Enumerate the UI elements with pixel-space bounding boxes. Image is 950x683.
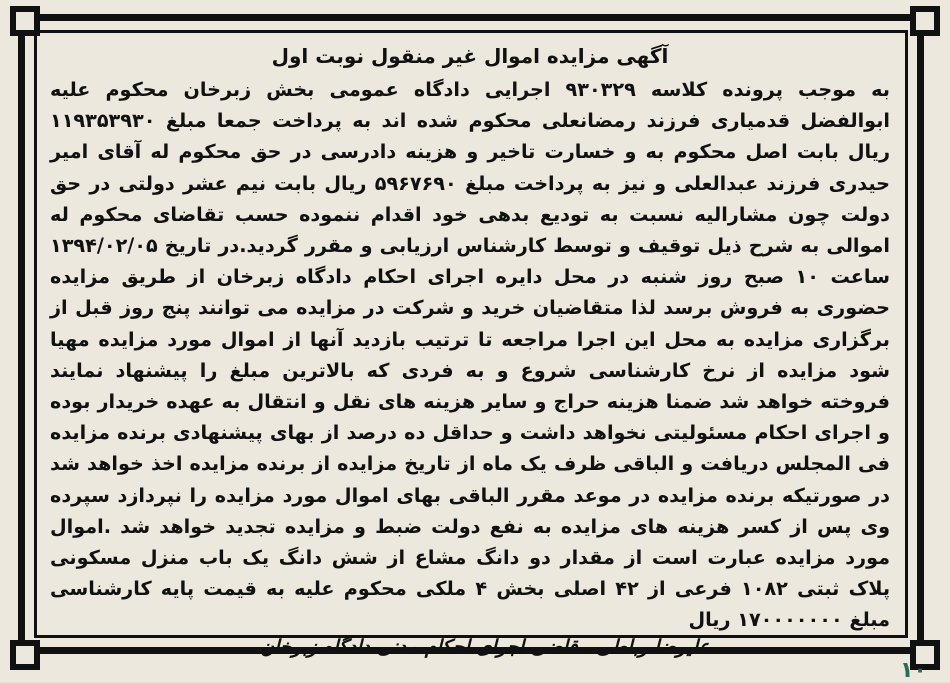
corner-ornament [10, 640, 40, 670]
corner-ornament [10, 6, 40, 36]
notice-title: آگهی مزایده اموال غیر منقول نوبت اول [271, 44, 669, 68]
notice-body: به موجب پرونده کلاسه ۹۳۰۳۲۹ اجرایی دادگاه عمومی بخش زبرخان محکوم علیه ابوالفضل قدمیاری فرزند رمضانعلی محکوم شده اند به پرداخت جمعا مبلغ ۱۱۹۳۵۳۹۳۰ ریال بابت اصل محکوم به و خسارت تاخیر و هزینه دادرسی در حق محکوم له آقای امیر حیدری فرزند عبدالعلی و نیز به پرداخت مبلغ ۵۹۶۷۶۹۰ ریال بابت نیم عشر دولتی در حق دولت چون مشارالیه نسبت به تودیع بدهی خود اقدام ننموده حسب تقاضای محکوم له اموالی به شرح ذیل توقیف و توسط کارشناس ارزیابی و مقرر گردید.در تاریخ ۱۳۹۴/۰۲/۰۵ ساعت ۱۰ صبح روز شنبه در محل دایره اجرای احکام دادگاه زبرخان از طریق مزایده حضوری به فروش برسد لذا متقاضیان خرید و شرکت در مزایده می توانند پنج روز قبل از برگزاری مزایده به محل این اجرا مراجعه تا ترتیب بازدید آنها از اموال مورد مزایده مهیا شود مزایده از نرخ کارشناسی شروع و به فردی که بالاترین مبلغ را پیشنهاد نمایند فروخته خواهد شد ضمنا هزینه حراج و سایر هزینه های نقل و انتقال به عهده خریدار بوده و اجرای احکام مسئولیتی نخواهد داشت و حداقل ده درصد از بهای پیشنهادی برنده مزایده فی المجلس دریافت و الباقی ظرف یک ماه از تاریخ مزایده از برنده مزایده اخذ خواهد شد در صورتیکه برنده مزایده در موعد مقرر الباقی بهای اموال مورد مزایده را نپردازد سپرده وی پس از کسر هزینه های مزایده به نفع دولت ضبط و مزایده تجدید خواهد شد .اموال مورد مزایده عبارت است از مقدار دو دانگ مشاع از شش دانگ یک باب منزل مسکونی پلاک ثبتی ۱۰۸۲ فرعی از ۴۲ اصلی بخش ۴ ملکی محکوم علیه به قیمت پایه کارشناسی مبلغ ۱۷۰۰۰۰۰۰۰ ریال [50, 78, 891, 632]
page-number: ۱۰ [900, 658, 927, 683]
judge-signature: علیرضا رباطی ـ قاضی اجرای احکام مدنی دادگاه زبرخان [260, 635, 710, 658]
notice-content [50, 40, 891, 658]
corner-ornament [910, 6, 940, 36]
